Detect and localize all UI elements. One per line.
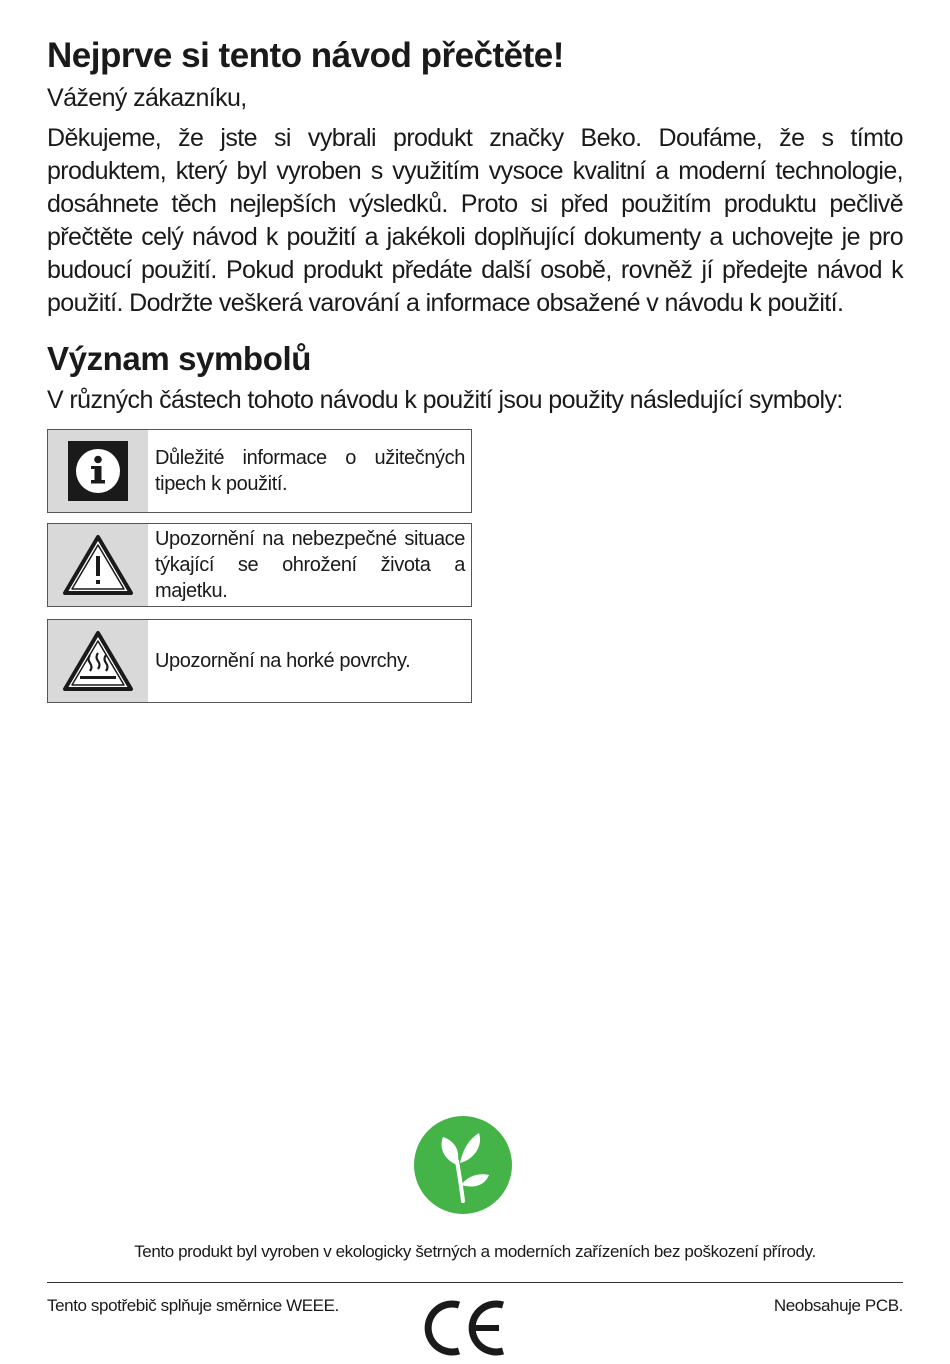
page-title: Nejprve si tento návod přečtěte! [47, 36, 564, 75]
pcb-note: Neobsahuje PCB. [773, 1296, 903, 1315]
symbol-text-info: Důležité informace o užitečných tipech k použití. [155, 447, 465, 495]
symbol-row-hot-surface [47, 619, 472, 703]
symbols-intro: V různých částech tohoto návodu k použití jsou použity následující symboly: [47, 386, 843, 414]
leaf-icon [413, 1115, 513, 1215]
eco-text: Tento produkt byl vyroben v ekologicky šetrných a moderních zařízeních bez poškození přírody. [134, 1242, 816, 1261]
greeting: Vážený zákazníku, [47, 84, 247, 112]
manual-page [47, 0, 903, 1364]
info-icon [48, 430, 148, 512]
warning-triangle-icon [48, 524, 148, 606]
symbol-row-info [47, 429, 472, 513]
weee-note: Tento spotřebič splňuje směrnice WEEE. [47, 1296, 339, 1315]
ce-mark-icon [419, 1297, 509, 1359]
symbol-text-warning: Upozornění na nebezpečné situace týkající se ohrožení života a majetku. [155, 528, 465, 602]
hot-surface-icon [48, 620, 148, 702]
footer-divider [47, 1282, 903, 1283]
intro-paragraph: Děkujeme, že jste si vybrali produkt značky Beko. Doufáme, že s tímto produktem, který byl vyroben s využitím vysoce kvalitní a moderní technologie, dosáhnete těch nejlepších výsledků. Proto si před použitím produktu pečlivě přečtěte celý návod k použití a jakékoli doplňující dokumenty a uchovejte je pro budoucí použití. Pokud produkt předáte další osobě, rovněž jí předejte návod k použití. Dodržte veškerá varování a informace obsažené v návodu k použití. [47, 124, 903, 317]
symbol-row-warning [47, 523, 472, 607]
symbols-heading: Význam symbolů [47, 340, 311, 377]
symbol-text-hot-surface: Upozornění na horké povrchy. [155, 650, 411, 672]
